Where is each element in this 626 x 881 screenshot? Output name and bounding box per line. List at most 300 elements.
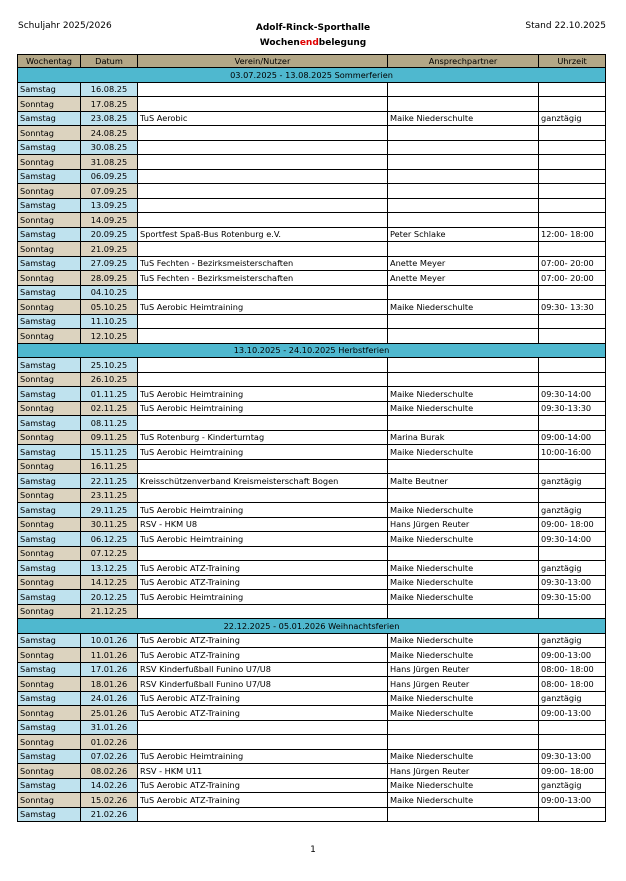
contact-cell <box>388 285 539 300</box>
table-row <box>18 329 606 344</box>
weekday-cell: Samstag <box>18 778 81 793</box>
contact-cell: Anette Meyer <box>388 271 539 286</box>
club-cell <box>138 169 388 184</box>
date-cell: 18.01.26 <box>81 677 138 692</box>
date-cell: 14.02.26 <box>81 778 138 793</box>
time-cell: 09:30- 13:30 <box>539 300 606 315</box>
contact-cell: Maike Niederschulte <box>388 575 539 590</box>
weekday-cell: Sonntag <box>18 242 81 257</box>
time-cell <box>539 735 606 750</box>
club-cell <box>138 735 388 750</box>
table-row <box>18 532 606 547</box>
club-cell <box>138 807 388 822</box>
contact-cell <box>388 416 539 431</box>
weekday-cell: Samstag <box>18 314 81 329</box>
time-cell: 08:00- 18:00 <box>539 677 606 692</box>
subtitle-part-2: belegung <box>318 38 367 48</box>
time-cell: 10:00-16:00 <box>539 445 606 460</box>
date-cell: 06.09.25 <box>81 169 138 184</box>
date-cell: 24.01.26 <box>81 691 138 706</box>
table-row <box>18 285 606 300</box>
club-cell: TuS Aerobic ATZ-Training <box>138 561 388 576</box>
date-cell: 11.01.26 <box>81 648 138 663</box>
contact-cell <box>388 155 539 170</box>
contact-cell <box>388 604 539 619</box>
table-row <box>18 575 606 590</box>
date-cell: 16.11.25 <box>81 459 138 474</box>
weekday-cell: Samstag <box>18 720 81 735</box>
club-cell: TuS Aerobic ATZ-Training <box>138 648 388 663</box>
club-cell: TuS Aerobic Heimtraining <box>138 503 388 518</box>
contact-cell <box>388 459 539 474</box>
time-cell: ganztägig <box>539 111 606 126</box>
club-cell: TuS Aerobic Heimtraining <box>138 401 388 416</box>
contact-cell <box>388 213 539 228</box>
table-row <box>18 126 606 141</box>
time-cell <box>539 213 606 228</box>
contact-cell <box>388 546 539 561</box>
time-cell <box>539 488 606 503</box>
date-cell: 23.11.25 <box>81 488 138 503</box>
date-cell: 01.02.26 <box>81 735 138 750</box>
hall-name: Adolf-Rinck-Sporthalle <box>255 23 371 33</box>
club-cell: TuS Aerobic ATZ-Training <box>138 706 388 721</box>
club-cell <box>138 126 388 141</box>
date-cell: 06.12.25 <box>81 532 138 547</box>
club-cell <box>138 459 388 474</box>
table-header-row <box>18 55 606 68</box>
weekday-cell: Samstag <box>18 82 81 97</box>
table-row <box>18 590 606 605</box>
weekday-cell: Sonntag <box>18 575 81 590</box>
table-row <box>18 227 606 242</box>
club-cell <box>138 416 388 431</box>
weekday-cell: Sonntag <box>18 329 81 344</box>
club-cell <box>138 242 388 257</box>
status-date: Stand 22.10.2025 <box>525 21 606 31</box>
weekday-cell: Samstag <box>18 561 81 576</box>
weekday-cell: Samstag <box>18 256 81 271</box>
section-label: 22.12.2025 - 05.01.2026 Weihnachtsferien <box>18 619 606 634</box>
time-cell <box>539 720 606 735</box>
contact-cell: Maike Niederschulte <box>388 778 539 793</box>
weekday-cell: Sonntag <box>18 97 81 112</box>
club-cell: TuS Aerobic ATZ-Training <box>138 778 388 793</box>
date-cell: 20.09.25 <box>81 227 138 242</box>
table-row <box>18 749 606 764</box>
table-row <box>18 314 606 329</box>
time-cell: 09:00-13:00 <box>539 706 606 721</box>
date-cell: 20.12.25 <box>81 590 138 605</box>
time-cell <box>539 184 606 199</box>
club-cell: TuS Aerobic Heimtraining <box>138 749 388 764</box>
contact-cell: Anette Meyer <box>388 256 539 271</box>
time-cell <box>539 329 606 344</box>
weekday-cell: Sonntag <box>18 155 81 170</box>
club-cell: TuS Aerobic ATZ-Training <box>138 691 388 706</box>
club-cell <box>138 285 388 300</box>
contact-cell: Maike Niederschulte <box>388 633 539 648</box>
contact-cell: Maike Niederschulte <box>388 387 539 402</box>
contact-cell: Maike Niederschulte <box>388 401 539 416</box>
date-cell: 14.09.25 <box>81 213 138 228</box>
table-row <box>18 546 606 561</box>
club-cell <box>138 488 388 503</box>
date-cell: 21.09.25 <box>81 242 138 257</box>
time-cell: ganztägig <box>539 474 606 489</box>
time-cell: ganztägig <box>539 691 606 706</box>
time-cell: 07:00- 20:00 <box>539 256 606 271</box>
table-row <box>18 648 606 663</box>
time-cell: 09:00-13:00 <box>539 648 606 663</box>
table-row <box>18 445 606 460</box>
weekday-cell: Sonntag <box>18 517 81 532</box>
booking-table <box>17 54 606 822</box>
section-row <box>18 619 606 634</box>
weekday-cell: Sonntag <box>18 271 81 286</box>
time-cell <box>539 169 606 184</box>
club-cell: Kreisschützenverband Kreismeisterschaft Bogen <box>138 474 388 489</box>
time-cell <box>539 358 606 373</box>
club-cell <box>138 604 388 619</box>
contact-cell: Maike Niederschulte <box>388 561 539 576</box>
table-row <box>18 604 606 619</box>
table-row <box>18 169 606 184</box>
weekday-cell: Samstag <box>18 590 81 605</box>
date-cell: 08.11.25 <box>81 416 138 431</box>
section-label: 03.07.2025 - 13.08.2025 Sommerferien <box>18 68 606 83</box>
table-row <box>18 372 606 387</box>
table-row <box>18 706 606 721</box>
weekday-cell: Sonntag <box>18 126 81 141</box>
contact-cell <box>388 372 539 387</box>
contact-cell <box>388 314 539 329</box>
table-row <box>18 256 606 271</box>
date-cell: 17.01.26 <box>81 662 138 677</box>
weekday-cell: Samstag <box>18 387 81 402</box>
weekday-cell: Sonntag <box>18 430 81 445</box>
date-cell: 15.02.26 <box>81 793 138 808</box>
date-cell: 11.10.25 <box>81 314 138 329</box>
date-cell: 25.01.26 <box>81 706 138 721</box>
date-cell: 29.11.25 <box>81 503 138 518</box>
table-row <box>18 735 606 750</box>
club-cell: RSV - HKM U11 <box>138 764 388 779</box>
column-header-club: Verein/Nutzer <box>138 55 388 68</box>
contact-cell: Hans Jürgen Reuter <box>388 764 539 779</box>
date-cell: 08.02.26 <box>81 764 138 779</box>
table-row <box>18 213 606 228</box>
club-cell <box>138 546 388 561</box>
time-cell: 07:00- 20:00 <box>539 271 606 286</box>
weekday-cell: Sonntag <box>18 706 81 721</box>
club-cell: TuS Rotenburg - Kinderturntag <box>138 430 388 445</box>
section-label: 13.10.2025 - 24.10.2025 Herbstferien <box>18 343 606 358</box>
weekday-cell: Samstag <box>18 285 81 300</box>
date-cell: 10.01.26 <box>81 633 138 648</box>
weekday-cell: Sonntag <box>18 401 81 416</box>
table-row <box>18 778 606 793</box>
club-cell <box>138 329 388 344</box>
club-cell <box>138 155 388 170</box>
club-cell: RSV Kinderfußball Funino U7/U8 <box>138 677 388 692</box>
contact-cell: Maike Niederschulte <box>388 445 539 460</box>
club-cell <box>138 97 388 112</box>
club-cell: TuS Aerobic ATZ-Training <box>138 793 388 808</box>
weekday-cell: Samstag <box>18 532 81 547</box>
contact-cell: Hans Jürgen Reuter <box>388 677 539 692</box>
date-cell: 26.10.25 <box>81 372 138 387</box>
date-cell: 23.08.25 <box>81 111 138 126</box>
weekday-cell: Sonntag <box>18 300 81 315</box>
table-row <box>18 401 606 416</box>
contact-cell <box>388 329 539 344</box>
club-cell <box>138 314 388 329</box>
weekday-cell: Samstag <box>18 111 81 126</box>
time-cell: 09:00- 18:00 <box>539 764 606 779</box>
column-header-contact: Ansprechpartner <box>388 55 539 68</box>
time-cell <box>539 372 606 387</box>
time-cell: 09:30-13:00 <box>539 749 606 764</box>
table-row <box>18 242 606 257</box>
contact-cell: Maike Niederschulte <box>388 648 539 663</box>
weekday-cell: Sonntag <box>18 184 81 199</box>
time-cell: 09:00-13:00 <box>539 793 606 808</box>
time-cell <box>539 546 606 561</box>
contact-cell: Maike Niederschulte <box>388 532 539 547</box>
date-cell: 07.12.25 <box>81 546 138 561</box>
contact-cell: Hans Jürgen Reuter <box>388 517 539 532</box>
time-cell: 09:30-14:00 <box>539 532 606 547</box>
contact-cell: Maike Niederschulte <box>388 503 539 518</box>
document-subtitle <box>0 36 626 51</box>
table-row <box>18 633 606 648</box>
date-cell: 30.11.25 <box>81 517 138 532</box>
weekday-cell: Samstag <box>18 416 81 431</box>
date-cell: 16.08.25 <box>81 82 138 97</box>
club-cell <box>138 140 388 155</box>
weekday-cell: Sonntag <box>18 372 81 387</box>
contact-cell: Malte Beutner <box>388 474 539 489</box>
contact-cell <box>388 242 539 257</box>
date-cell: 01.11.25 <box>81 387 138 402</box>
weekday-cell: Samstag <box>18 749 81 764</box>
table-row <box>18 416 606 431</box>
contact-cell <box>388 488 539 503</box>
club-cell: TuS Aerobic ATZ-Training <box>138 575 388 590</box>
weekday-cell: Sonntag <box>18 764 81 779</box>
time-cell <box>539 242 606 257</box>
weekday-cell: Samstag <box>18 169 81 184</box>
club-cell: TuS Fechten - Bezirksmeisterschaften <box>138 271 388 286</box>
column-header-weekday: Wochentag <box>18 55 81 68</box>
contact-cell: Maike Niederschulte <box>388 793 539 808</box>
table-row <box>18 488 606 503</box>
weekday-cell: Sonntag <box>18 546 81 561</box>
table-row <box>18 300 606 315</box>
weekday-cell: Samstag <box>18 198 81 213</box>
table-row <box>18 677 606 692</box>
contact-cell: Maike Niederschulte <box>388 706 539 721</box>
date-cell: 07.09.25 <box>81 184 138 199</box>
contact-cell <box>388 720 539 735</box>
weekday-cell: Samstag <box>18 227 81 242</box>
date-cell: 09.11.25 <box>81 430 138 445</box>
weekday-cell: Sonntag <box>18 459 81 474</box>
table-row <box>18 387 606 402</box>
time-cell <box>539 198 606 213</box>
time-cell: 09:00-14:00 <box>539 430 606 445</box>
time-cell: ganztägig <box>539 561 606 576</box>
club-cell: TuS Aerobic Heimtraining <box>138 590 388 605</box>
contact-cell <box>388 126 539 141</box>
time-cell <box>539 140 606 155</box>
table-row <box>18 662 606 677</box>
time-cell: 08:00- 18:00 <box>539 662 606 677</box>
school-year-label: Schuljahr 2025/2026 <box>18 21 112 31</box>
weekday-cell: Sonntag <box>18 648 81 663</box>
contact-cell: Hans Jürgen Reuter <box>388 662 539 677</box>
time-cell: 09:00- 18:00 <box>539 517 606 532</box>
club-cell <box>138 184 388 199</box>
contact-cell <box>388 140 539 155</box>
contact-cell <box>388 807 539 822</box>
club-cell: TuS Fechten - Bezirksmeisterschaften <box>138 256 388 271</box>
time-cell: ganztägig <box>539 503 606 518</box>
contact-cell: Maike Niederschulte <box>388 691 539 706</box>
time-cell <box>539 155 606 170</box>
date-cell: 31.01.26 <box>81 720 138 735</box>
table-row <box>18 111 606 126</box>
weekday-cell: Samstag <box>18 503 81 518</box>
date-cell: 30.08.25 <box>81 140 138 155</box>
time-cell <box>539 416 606 431</box>
column-header-time: Uhrzeit <box>539 55 606 68</box>
table-row <box>18 720 606 735</box>
date-cell: 21.12.25 <box>81 604 138 619</box>
table-row <box>18 474 606 489</box>
time-cell: 09:30-13:30 <box>539 401 606 416</box>
contact-cell <box>388 82 539 97</box>
date-cell: 05.10.25 <box>81 300 138 315</box>
table-row <box>18 82 606 97</box>
table-row <box>18 764 606 779</box>
contact-cell: Maike Niederschulte <box>388 749 539 764</box>
club-cell <box>138 198 388 213</box>
date-cell: 14.12.25 <box>81 575 138 590</box>
time-cell <box>539 459 606 474</box>
table-row <box>18 517 606 532</box>
contact-cell: Peter Schlake <box>388 227 539 242</box>
table-row <box>18 140 606 155</box>
time-cell <box>539 604 606 619</box>
date-cell: 31.08.25 <box>81 155 138 170</box>
club-cell <box>138 213 388 228</box>
contact-cell <box>388 735 539 750</box>
contact-cell: Maike Niederschulte <box>388 300 539 315</box>
date-cell: 04.10.25 <box>81 285 138 300</box>
contact-cell: Maike Niederschulte <box>388 590 539 605</box>
table-row <box>18 430 606 445</box>
weekday-cell: Samstag <box>18 662 81 677</box>
date-cell: 02.11.25 <box>81 401 138 416</box>
date-cell: 12.10.25 <box>81 329 138 344</box>
contact-cell: Maike Niederschulte <box>388 111 539 126</box>
date-cell: 24.08.25 <box>81 126 138 141</box>
date-cell: 15.11.25 <box>81 445 138 460</box>
table-row <box>18 358 606 373</box>
weekday-cell: Sonntag <box>18 793 81 808</box>
contact-cell <box>388 358 539 373</box>
date-cell: 07.02.26 <box>81 749 138 764</box>
table-row <box>18 97 606 112</box>
weekday-cell: Sonntag <box>18 488 81 503</box>
date-cell: 25.10.25 <box>81 358 138 373</box>
subtitle-highlight: end <box>299 38 319 48</box>
club-cell: TuS Aerobic Heimtraining <box>138 300 388 315</box>
date-cell: 28.09.25 <box>81 271 138 286</box>
column-header-date: Datum <box>81 55 138 68</box>
club-cell <box>138 720 388 735</box>
time-cell <box>539 82 606 97</box>
weekday-cell: Sonntag <box>18 677 81 692</box>
club-cell: TuS Aerobic Heimtraining <box>138 532 388 547</box>
table-body <box>18 68 606 822</box>
club-cell: RSV - HKM U8 <box>138 517 388 532</box>
time-cell <box>539 285 606 300</box>
time-cell: 09:30-13:00 <box>539 575 606 590</box>
table-row <box>18 793 606 808</box>
table-row <box>18 198 606 213</box>
club-cell: TuS Aerobic ATZ-Training <box>138 633 388 648</box>
weekday-cell: Samstag <box>18 807 81 822</box>
date-cell: 21.02.26 <box>81 807 138 822</box>
club-cell: RSV Kinderfußball Funino U7/U8 <box>138 662 388 677</box>
weekday-cell: Samstag <box>18 474 81 489</box>
table-row <box>18 155 606 170</box>
weekday-cell: Samstag <box>18 445 81 460</box>
weekday-cell: Samstag <box>18 140 81 155</box>
club-cell <box>138 82 388 97</box>
section-row <box>18 343 606 358</box>
club-cell: TuS Aerobic <box>138 111 388 126</box>
time-cell <box>539 807 606 822</box>
weekday-cell: Sonntag <box>18 735 81 750</box>
club-cell <box>138 358 388 373</box>
club-cell: TuS Aerobic Heimtraining <box>138 445 388 460</box>
table-row <box>18 503 606 518</box>
table-row <box>18 271 606 286</box>
date-cell: 13.12.25 <box>81 561 138 576</box>
table-row <box>18 691 606 706</box>
weekday-cell: Sonntag <box>18 604 81 619</box>
table-row <box>18 561 606 576</box>
contact-cell <box>388 198 539 213</box>
time-cell: 12:00- 18:00 <box>539 227 606 242</box>
page-number: 1 <box>310 845 316 855</box>
date-cell: 13.09.25 <box>81 198 138 213</box>
time-cell <box>539 126 606 141</box>
club-cell <box>138 372 388 387</box>
table-row <box>18 807 606 822</box>
time-cell: 09:30-15:00 <box>539 590 606 605</box>
weekday-cell: Samstag <box>18 691 81 706</box>
club-cell: TuS Aerobic Heimtraining <box>138 387 388 402</box>
contact-cell <box>388 184 539 199</box>
club-cell: Sportfest Spaß-Bus Rotenburg e.V. <box>138 227 388 242</box>
contact-cell <box>388 97 539 112</box>
contact-cell: Marina Burak <box>388 430 539 445</box>
